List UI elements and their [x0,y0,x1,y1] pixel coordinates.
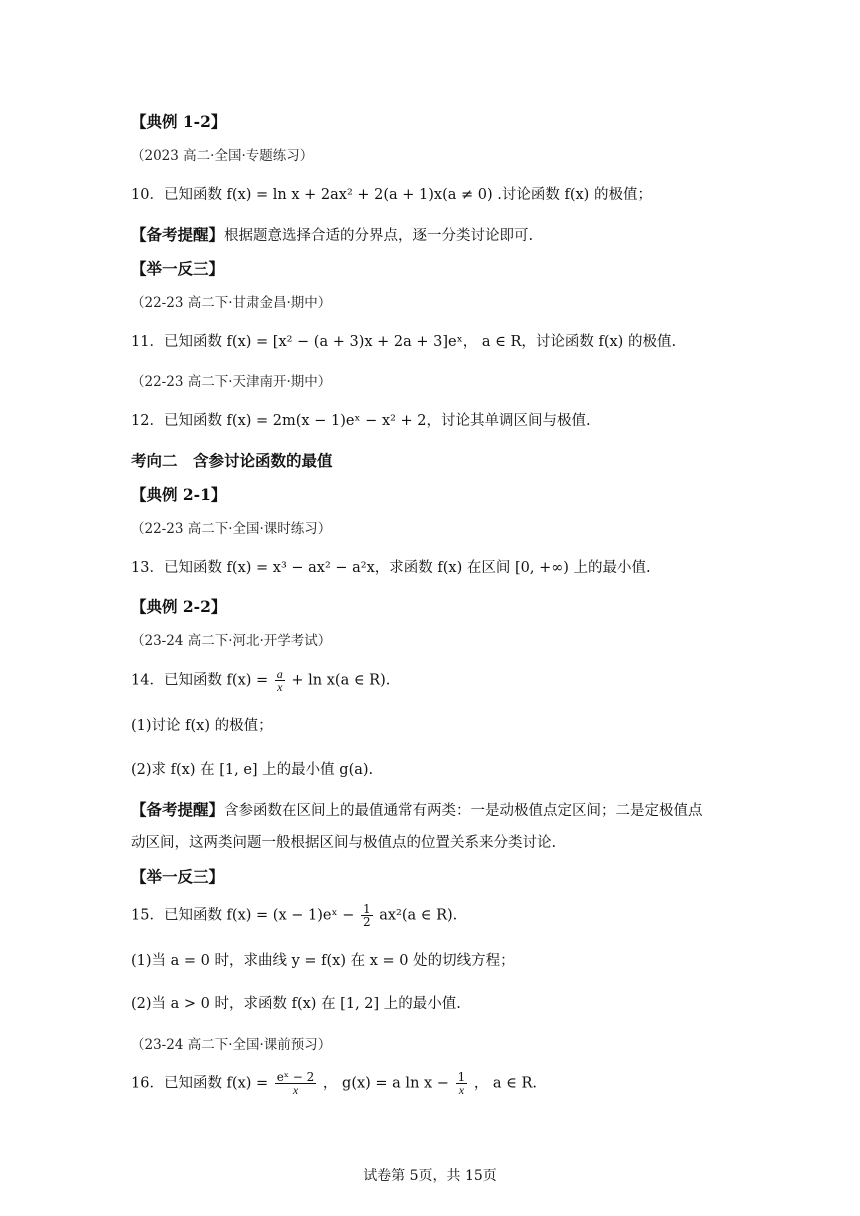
exam-reminder [131,800,703,821]
exam-reminder [131,225,533,246]
example-heading: 【典例 2-2】 [131,597,227,616]
q15-lead: 15．已知函数 f(x) = (x − 1)eˣ − [131,907,355,924]
question-15-part-2: (2)当 a > 0 时，求函数 f(x) 在 [1, 2] 上的最小值. [131,996,461,1012]
denominator: x [292,1083,299,1097]
question-source: （22-23 高二下·天津南开·期中） [131,374,332,390]
fraction [275,668,285,693]
question-15-part-1: (1)当 a = 0 时，求曲线 y = f(x) 在 x = 0 处的切线方程； [131,953,515,969]
numerator: 1 [457,1070,466,1084]
practice-heading: 【举一反三】 [131,867,225,886]
reminder-text: 含参函数在区间上的最值通常有两类：一是动极值点定区间；二是定极值点 [224,803,703,819]
question-15 [131,903,457,928]
example-heading: 【典例 1-2】 [131,112,227,131]
numerator: eˣ − 2 [276,1070,315,1084]
numerator: a [276,667,283,681]
question-10: 10．已知函数 f(x) = ln x + 2ax² + 2(a + 1)x(a ≠ 0) .讨论函数 f(x) 的极值； [131,187,652,203]
q15-tail: ax²(a ∈ R). [379,907,458,924]
question-14-part-1: (1)讨论 f(x) 的极值； [131,718,273,734]
q16-tail: ， a ∈ R. [473,1075,538,1092]
q16-middle: ， g(x) = a ln x − [322,1075,449,1092]
reminder-label: 【备考提醒】 [131,225,225,244]
denominator: 2 [362,915,371,929]
question-source: （22-23 高二下·甘肃金昌·期中） [131,295,332,311]
question-16 [131,1071,537,1096]
question-source: （23-24 高二下·河北·开学考试） [131,633,332,649]
question-source: （2023 高二·全国·专题练习） [131,148,314,164]
question-source: （23-24 高二下·全国·课前预习） [131,1037,332,1053]
reminder-text: 根据题意选择合适的分界点，逐一分类讨论即可. [224,228,534,244]
q14-lead: 14．已知函数 f(x) = [131,672,269,689]
fraction [361,903,373,928]
q14-tail: + ln x(a ∈ R). [291,672,391,689]
question-12: 12．已知函数 f(x) = 2m(x − 1)eˣ − x² + 2，讨论其单调区间与极值. [131,413,591,429]
q16-lead: 16．已知函数 f(x) = [131,1075,269,1092]
exam-reminder-continued: 动区间，这两类问题一般根据区间与极值点的位置关系来分类讨论. [131,835,557,851]
numerator: 1 [362,902,371,916]
denominator: x [458,1083,465,1097]
question-14 [131,668,390,693]
page-footer: 试卷第 5页，共 15页 [363,1168,497,1184]
fraction [275,1071,317,1096]
section-heading: 考向二 含参讨论函数的最值 [131,451,333,470]
question-13: 13．已知函数 f(x) = x³ − ax² − a²x，求函数 f(x) 在区间 [0, +∞) 上的最小值. [131,560,651,576]
denominator: x [277,680,283,694]
fraction [456,1071,468,1096]
practice-heading: 【举一反三】 [131,259,225,278]
question-11: 11．已知函数 f(x) = [x² − (a + 3)x + 2a + 3]eˣ， a ∈ R，讨论函数 f(x) 的极值. [131,334,677,350]
example-heading: 【典例 2-1】 [131,485,227,504]
reminder-label: 【备考提醒】 [131,800,225,819]
question-source: （22-23 高二下·全国·课时练习） [131,521,332,537]
question-14-part-2: (2)求 f(x) 在 [1, e] 上的最小值 g(a). [131,762,374,778]
